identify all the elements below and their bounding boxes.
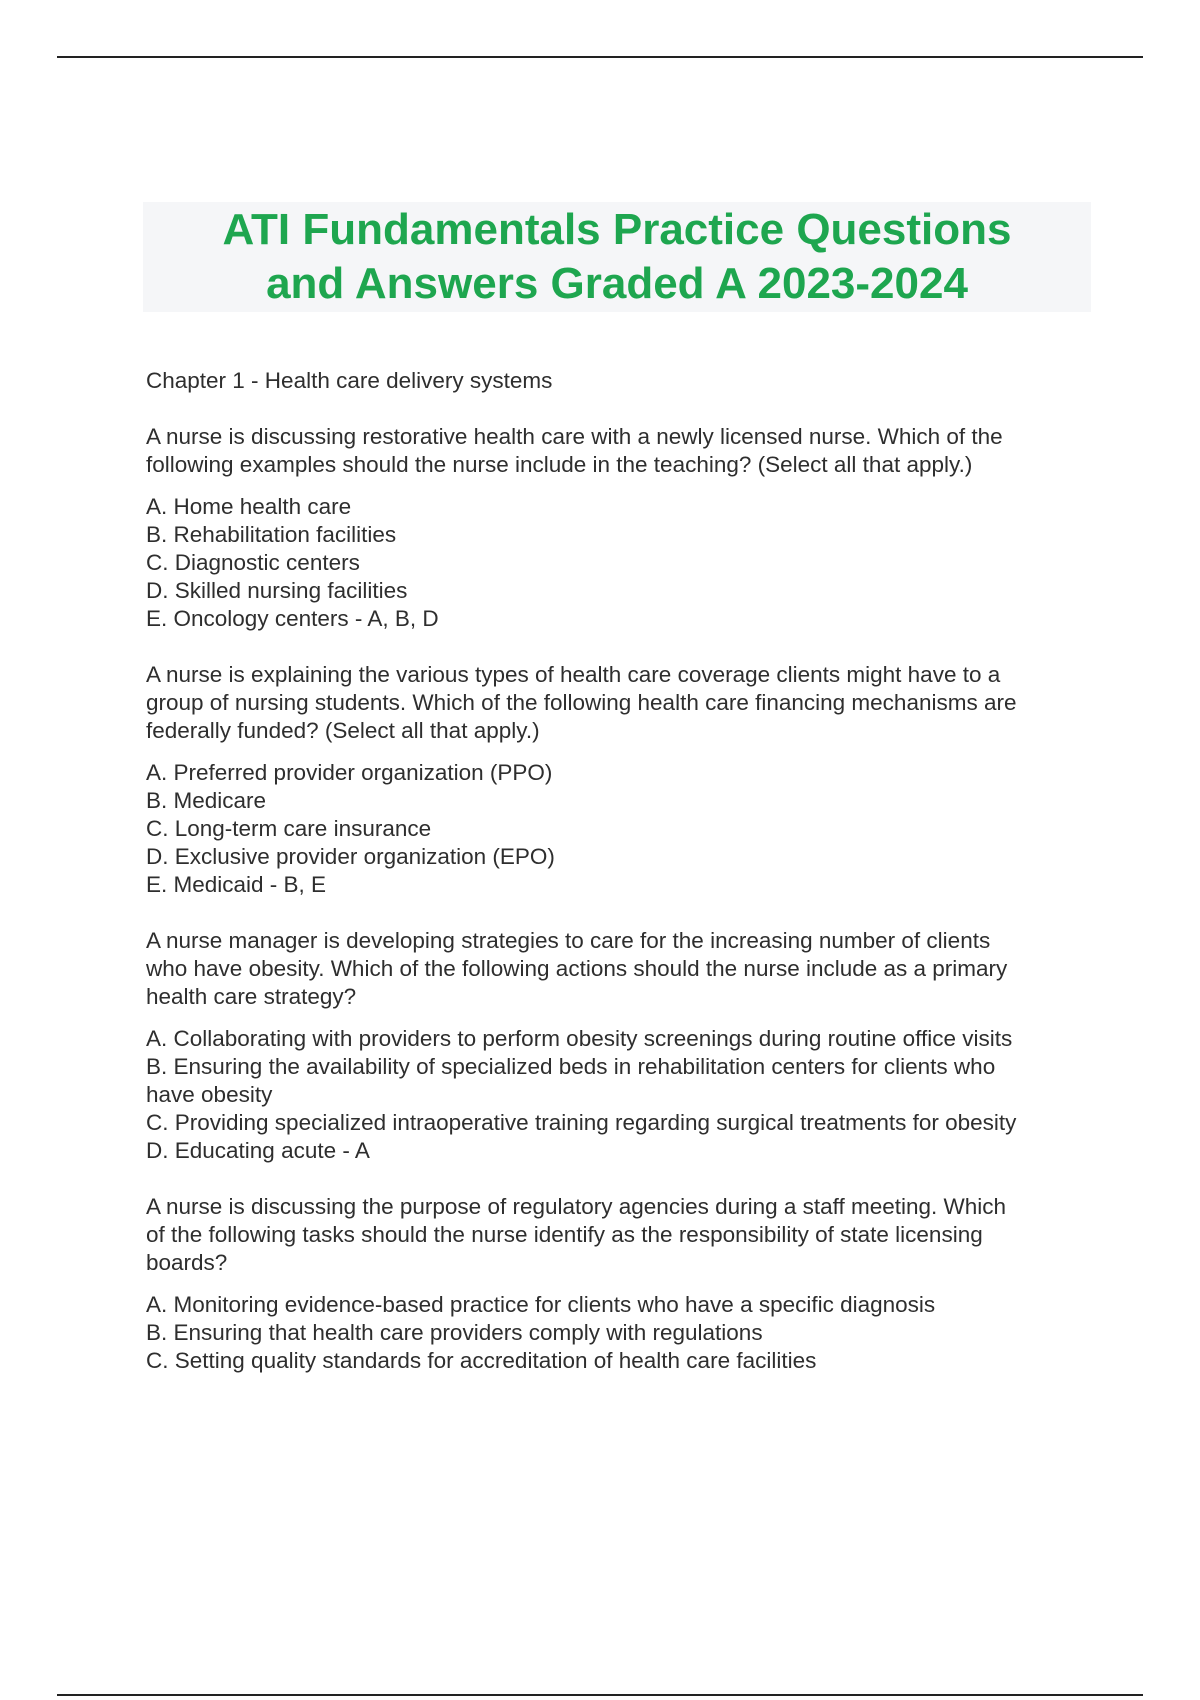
answer-option [146, 549, 1106, 577]
document-body [146, 367, 1106, 1403]
question-text-line: federally funded? (Select all that apply.) [146, 718, 540, 743]
answer-option-line: B. Medicare [146, 788, 267, 813]
question-text-line: boards? [146, 1250, 228, 1275]
question-text [146, 927, 1106, 1011]
top-divider [57, 56, 1143, 58]
chapter-heading: Chapter 1 - Health care delivery systems [146, 368, 553, 393]
question-text-line: A nurse manager is developing strategies to care for the increasing number of clients [146, 928, 991, 953]
answer-option-line: D. Exclusive provider organization (EPO) [146, 844, 555, 869]
answer-option [146, 493, 1106, 521]
question-text-line: group of nursing students. Which of the following health care financing mechanisms are [146, 690, 1017, 715]
answer-option [146, 843, 1106, 871]
answer-option-line: C. Long-term care insurance [146, 816, 432, 841]
answer-option-line: A. Monitoring evidence-based practice for clients who have a specific diagnosis [146, 1292, 936, 1317]
question-block [146, 927, 1106, 1165]
question-block [146, 1193, 1106, 1375]
answer-option [146, 1319, 1106, 1347]
bottom-divider [57, 1694, 1143, 1696]
question-text-line: A nurse is discussing restorative health care with a newly licensed nurse. Which of the [146, 424, 1003, 449]
answer-option-line: E. Medicaid - B, E [146, 872, 327, 897]
question-block [146, 423, 1106, 633]
question-text [146, 423, 1106, 479]
answer-option [146, 605, 1106, 633]
answer-option-line: D. Skilled nursing facilities [146, 578, 408, 603]
answer-option-line: B. Ensuring the availability of specialized beds in rehabilitation centers for clients who [146, 1054, 996, 1079]
question-text-line: following examples should the nurse include in the teaching? (Select all that apply.) [146, 452, 973, 477]
question-text-line: A nurse is discussing the purpose of regulatory agencies during a staff meeting. Which [146, 1194, 1007, 1219]
answer-option [146, 577, 1106, 605]
answer-option-line: A. Home health care [146, 494, 352, 519]
answer-options [146, 759, 1106, 899]
answer-option-line: have obesity [146, 1082, 273, 1107]
answer-option-line: D. Educating acute - A [146, 1138, 370, 1163]
question-text [146, 1193, 1106, 1277]
question-text-line: A nurse is explaining the various types of health care coverage clients might have to a [146, 662, 1001, 687]
answer-option [146, 1053, 1106, 1109]
question-text-line: who have obesity. Which of the following actions should the nurse include as a primary [146, 956, 1008, 981]
answer-option [146, 1025, 1106, 1053]
title-line-1: ATI Fundamentals Practice Questions [222, 205, 1012, 254]
answer-option [146, 871, 1106, 899]
answer-option-line: C. Providing specialized intraoperative training regarding surgical treatments for obesity [146, 1110, 1017, 1135]
answer-option-line: A. Preferred provider organization (PPO) [146, 760, 553, 785]
answer-option-line: B. Ensuring that health care providers comply with regulations [146, 1320, 763, 1345]
answer-option-line: B. Rehabilitation facilities [146, 522, 397, 547]
question-list [146, 423, 1106, 1375]
question-text-line: of the following tasks should the nurse identify as the responsibility of state licensing [146, 1222, 983, 1247]
question-text-line: health care strategy? [146, 984, 357, 1009]
answer-option-line: C. Setting quality standards for accreditation of health care facilities [146, 1348, 817, 1373]
document-title [143, 202, 1091, 312]
answer-option [146, 1347, 1106, 1375]
answer-option-line: A. Collaborating with providers to perform obesity screenings during routine office visits [146, 1026, 1013, 1051]
answer-option [146, 521, 1106, 549]
title-line-2: and Answers Graded A 2023-2024 [266, 259, 968, 308]
question-text [146, 661, 1106, 745]
answer-option [146, 815, 1106, 843]
answer-option [146, 759, 1106, 787]
answer-option [146, 1137, 1106, 1165]
answer-options [146, 1291, 1106, 1375]
answer-options [146, 1025, 1106, 1165]
answer-options [146, 493, 1106, 633]
answer-option-line: C. Diagnostic centers [146, 550, 360, 575]
answer-option [146, 787, 1106, 815]
question-block [146, 661, 1106, 899]
answer-option [146, 1109, 1106, 1137]
answer-option-line: E. Oncology centers - A, B, D [146, 606, 439, 631]
answer-option [146, 1291, 1106, 1319]
